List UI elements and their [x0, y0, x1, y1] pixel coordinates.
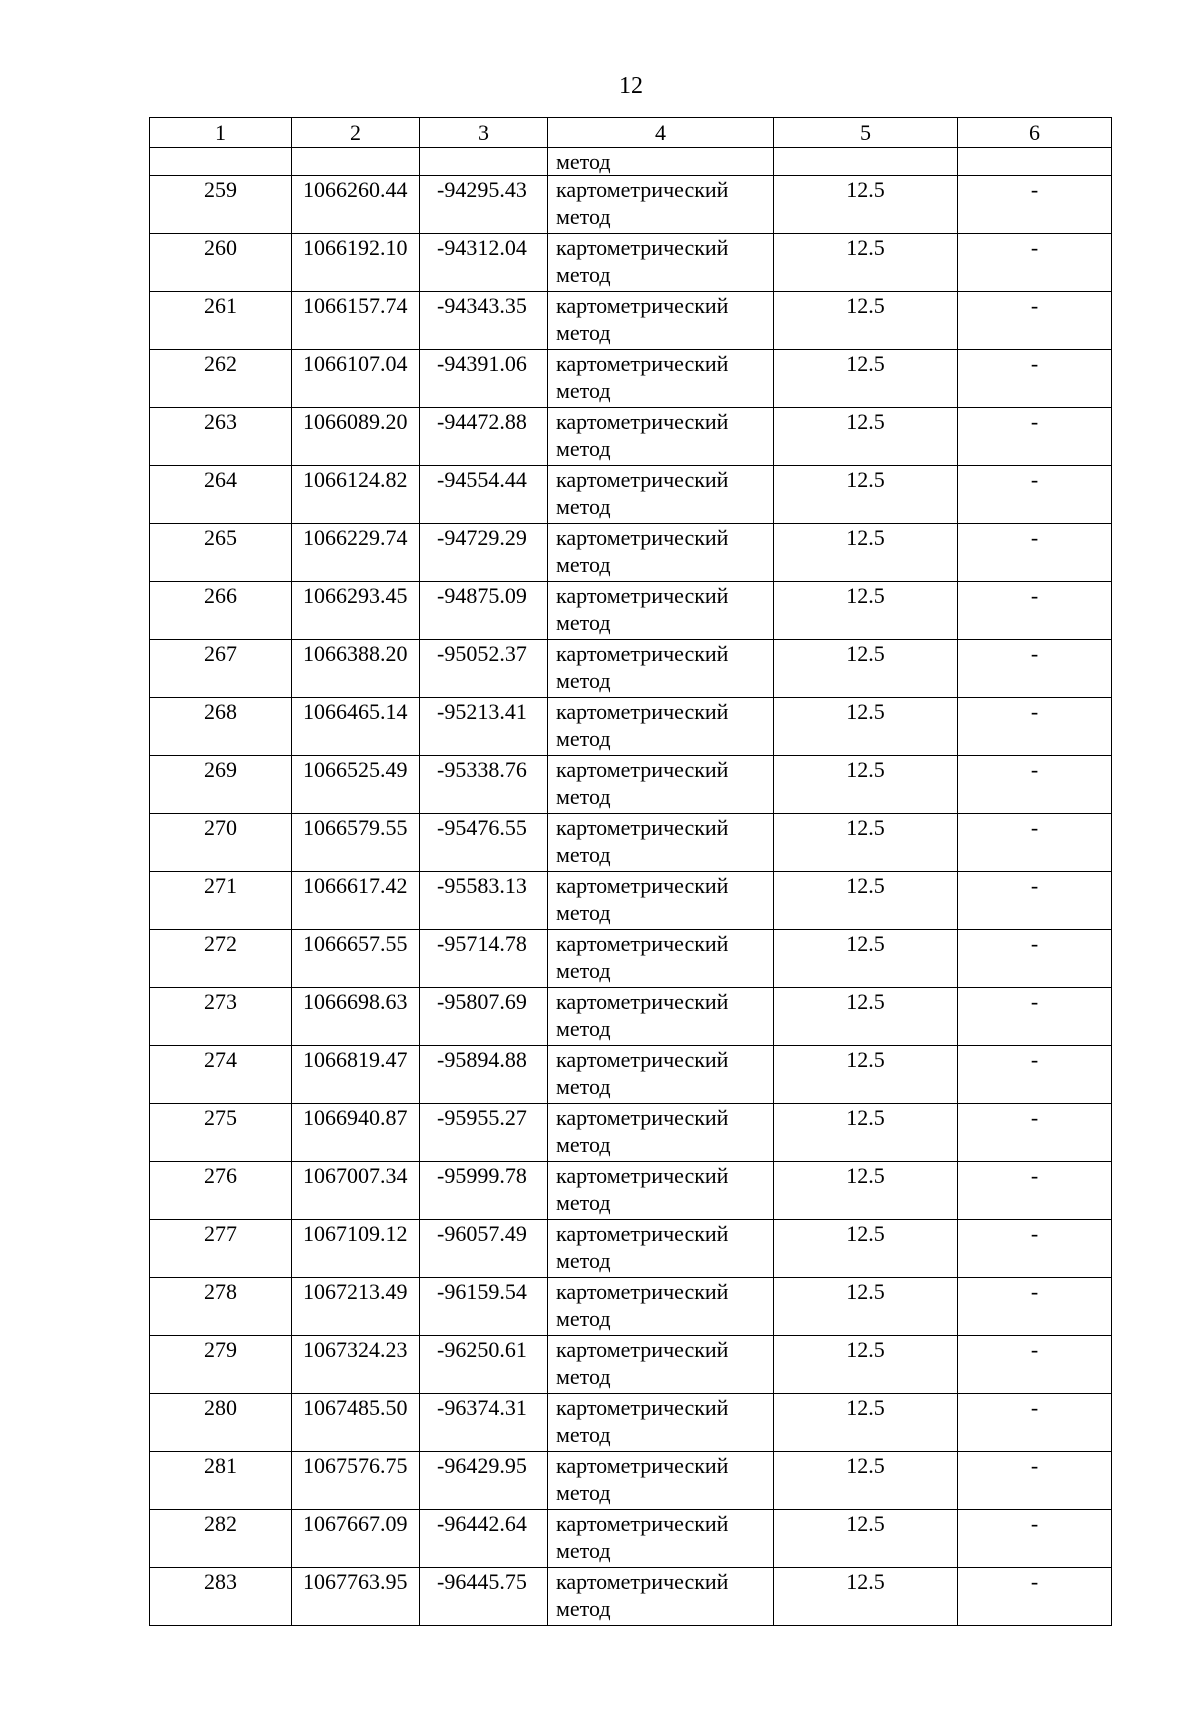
method-line-1: картометрический — [556, 815, 729, 840]
note-cell: - — [958, 1104, 1112, 1162]
y-coordinate-cell: -95807.69 — [420, 988, 548, 1046]
accuracy-cell: 12.5 — [774, 1046, 958, 1104]
note-cell: - — [958, 1046, 1112, 1104]
method-line-2: метод — [556, 900, 611, 925]
method-line-2: метод — [556, 552, 611, 577]
point-number-cell: 277 — [150, 1220, 292, 1278]
note-cell: - — [958, 176, 1112, 234]
method-line-1: картометрический — [556, 467, 729, 492]
method-line-2: метод — [556, 1422, 611, 1447]
point-number-cell: 264 — [150, 466, 292, 524]
x-coordinate-cell: 1066192.10 — [292, 234, 420, 292]
method-line-2: метод — [556, 1306, 611, 1331]
y-coordinate-cell: -94295.43 — [420, 176, 548, 234]
table-row — [150, 756, 1112, 814]
method-line-2: метод — [556, 1480, 611, 1505]
accuracy-cell: 12.5 — [774, 466, 958, 524]
method-cell — [548, 756, 774, 814]
y-coordinate-cell: -95894.88 — [420, 1046, 548, 1104]
point-number-cell: 270 — [150, 814, 292, 872]
method-line-1: картометрический — [556, 1337, 729, 1362]
y-coordinate-cell: -96442.64 — [420, 1510, 548, 1568]
point-number-cell: 267 — [150, 640, 292, 698]
method-cell — [548, 1394, 774, 1452]
accuracy-cell: 12.5 — [774, 814, 958, 872]
method-line-1: картометрический — [556, 1569, 729, 1594]
note-cell: - — [958, 756, 1112, 814]
y-coordinate-cell: -94391.06 — [420, 350, 548, 408]
table-row — [150, 930, 1112, 988]
x-coordinate-cell: 1066698.63 — [292, 988, 420, 1046]
accuracy-cell: 12.5 — [774, 756, 958, 814]
method-cell — [548, 524, 774, 582]
note-cell: - — [958, 582, 1112, 640]
accuracy-cell: 12.5 — [774, 234, 958, 292]
method-line-2: метод — [556, 320, 611, 345]
y-coordinate-cell: -96250.61 — [420, 1336, 548, 1394]
column-header: 2 — [292, 118, 420, 148]
empty-cell — [774, 148, 958, 176]
x-coordinate-cell: 1066579.55 — [292, 814, 420, 872]
table-row — [150, 524, 1112, 582]
point-number-cell: 274 — [150, 1046, 292, 1104]
method-line-1: картометрический — [556, 293, 729, 318]
y-coordinate-cell: -94875.09 — [420, 582, 548, 640]
note-cell: - — [958, 930, 1112, 988]
method-line-2: метод — [556, 1132, 611, 1157]
x-coordinate-cell: 1066107.04 — [292, 350, 420, 408]
table-row — [150, 1568, 1112, 1626]
note-cell: - — [958, 524, 1112, 582]
method-line-2: метод — [556, 494, 611, 519]
header-row — [150, 118, 1112, 148]
note-cell: - — [958, 988, 1112, 1046]
method-cell — [548, 408, 774, 466]
table-row — [150, 408, 1112, 466]
x-coordinate-cell: 1066293.45 — [292, 582, 420, 640]
method-line-1: картометрический — [556, 1279, 729, 1304]
point-number-cell: 283 — [150, 1568, 292, 1626]
method-cell — [548, 1162, 774, 1220]
x-coordinate-cell: 1066089.20 — [292, 408, 420, 466]
x-coordinate-cell: 1066229.74 — [292, 524, 420, 582]
method-line-1: картометрический — [556, 1047, 729, 1072]
y-coordinate-cell: -96159.54 — [420, 1278, 548, 1336]
y-coordinate-cell: -95338.76 — [420, 756, 548, 814]
x-coordinate-cell: 1067576.75 — [292, 1452, 420, 1510]
point-number-cell: 281 — [150, 1452, 292, 1510]
x-coordinate-cell: 1066819.47 — [292, 1046, 420, 1104]
table-row — [150, 1510, 1112, 1568]
method-line-2: метод — [556, 784, 611, 809]
accuracy-cell: 12.5 — [774, 872, 958, 930]
x-coordinate-cell: 1066157.74 — [292, 292, 420, 350]
accuracy-cell: 12.5 — [774, 292, 958, 350]
method-line-1: картометрический — [556, 1163, 729, 1188]
method-cell — [548, 1452, 774, 1510]
method-line-2: метод — [556, 436, 611, 461]
x-coordinate-cell: 1067213.49 — [292, 1278, 420, 1336]
empty-cell — [292, 148, 420, 176]
method-cell — [548, 698, 774, 756]
point-number-cell: 279 — [150, 1336, 292, 1394]
note-cell: - — [958, 1394, 1112, 1452]
y-coordinate-cell: -95476.55 — [420, 814, 548, 872]
table-row — [150, 1278, 1112, 1336]
y-coordinate-cell: -96445.75 — [420, 1568, 548, 1626]
y-coordinate-cell: -95999.78 — [420, 1162, 548, 1220]
point-number-cell: 268 — [150, 698, 292, 756]
x-coordinate-cell: 1067324.23 — [292, 1336, 420, 1394]
point-number-cell: 262 — [150, 350, 292, 408]
table-row — [150, 1336, 1112, 1394]
point-number-cell: 282 — [150, 1510, 292, 1568]
point-number-cell: 271 — [150, 872, 292, 930]
accuracy-cell: 12.5 — [774, 1452, 958, 1510]
y-coordinate-cell: -94554.44 — [420, 466, 548, 524]
note-cell: - — [958, 814, 1112, 872]
point-number-cell: 269 — [150, 756, 292, 814]
note-cell: - — [958, 1162, 1112, 1220]
method-cell — [548, 466, 774, 524]
note-cell: - — [958, 1220, 1112, 1278]
method-line-2: метод — [556, 1538, 611, 1563]
accuracy-cell: 12.5 — [774, 1510, 958, 1568]
y-coordinate-cell: -94343.35 — [420, 292, 548, 350]
table-row — [150, 1394, 1112, 1452]
x-coordinate-cell: 1066525.49 — [292, 756, 420, 814]
note-cell: - — [958, 640, 1112, 698]
method-line-1: картометрический — [556, 931, 729, 956]
method-line-1: картометрический — [556, 1453, 729, 1478]
method-line-2: метод — [556, 378, 611, 403]
column-header: 1 — [150, 118, 292, 148]
x-coordinate-cell: 1067109.12 — [292, 1220, 420, 1278]
table-row — [150, 1452, 1112, 1510]
note-cell: - — [958, 1510, 1112, 1568]
method-line-2: метод — [556, 1074, 611, 1099]
method-cell — [548, 176, 774, 234]
accuracy-cell: 12.5 — [774, 1220, 958, 1278]
method-line-2: метод — [556, 668, 611, 693]
method-cell — [548, 582, 774, 640]
method-line-1: картометрический — [556, 641, 729, 666]
method-line-1: картометрический — [556, 1105, 729, 1130]
table-row — [150, 814, 1112, 872]
accuracy-cell: 12.5 — [774, 408, 958, 466]
column-header: 5 — [774, 118, 958, 148]
point-number-cell: 265 — [150, 524, 292, 582]
y-coordinate-cell: -96057.49 — [420, 1220, 548, 1278]
table-row — [150, 872, 1112, 930]
y-coordinate-cell: -94312.04 — [420, 234, 548, 292]
point-number-cell: 261 — [150, 292, 292, 350]
y-coordinate-cell: -95052.37 — [420, 640, 548, 698]
note-cell: - — [958, 1452, 1112, 1510]
accuracy-cell: 12.5 — [774, 524, 958, 582]
accuracy-cell: 12.5 — [774, 350, 958, 408]
table-body — [150, 148, 1112, 1626]
point-number-cell: 280 — [150, 1394, 292, 1452]
point-number-cell: 275 — [150, 1104, 292, 1162]
empty-cell — [420, 148, 548, 176]
note-cell: - — [958, 698, 1112, 756]
y-coordinate-cell: -96374.31 — [420, 1394, 548, 1452]
method-line-2: метод — [556, 1248, 611, 1273]
empty-cell — [958, 148, 1112, 176]
x-coordinate-cell: 1066940.87 — [292, 1104, 420, 1162]
method-line-1: картометрический — [556, 351, 729, 376]
y-coordinate-cell: -95955.27 — [420, 1104, 548, 1162]
y-coordinate-cell: -95714.78 — [420, 930, 548, 988]
accuracy-cell: 12.5 — [774, 1568, 958, 1626]
continuation-text: метод — [548, 148, 774, 176]
y-coordinate-cell: -94729.29 — [420, 524, 548, 582]
table-row — [150, 1162, 1112, 1220]
method-cell — [548, 292, 774, 350]
x-coordinate-cell: 1067763.95 — [292, 1568, 420, 1626]
method-line-2: метод — [556, 1016, 611, 1041]
accuracy-cell: 12.5 — [774, 930, 958, 988]
accuracy-cell: 12.5 — [774, 176, 958, 234]
method-cell — [548, 1220, 774, 1278]
point-number-cell: 276 — [150, 1162, 292, 1220]
method-cell — [548, 1104, 774, 1162]
coordinates-table — [149, 117, 1112, 1626]
method-line-1: картометрический — [556, 1221, 729, 1246]
table-row — [150, 640, 1112, 698]
method-line-2: метод — [556, 1190, 611, 1215]
method-cell — [548, 1568, 774, 1626]
note-cell: - — [958, 1568, 1112, 1626]
method-line-2: метод — [556, 1364, 611, 1389]
note-cell: - — [958, 408, 1112, 466]
accuracy-cell: 12.5 — [774, 640, 958, 698]
note-cell: - — [958, 1278, 1112, 1336]
table-row — [150, 350, 1112, 408]
table-row — [150, 988, 1112, 1046]
y-coordinate-cell: -95583.13 — [420, 872, 548, 930]
x-coordinate-cell: 1066465.14 — [292, 698, 420, 756]
point-number-cell: 272 — [150, 930, 292, 988]
method-line-1: картометрический — [556, 989, 729, 1014]
accuracy-cell: 12.5 — [774, 698, 958, 756]
column-header: 6 — [958, 118, 1112, 148]
point-number-cell: 259 — [150, 176, 292, 234]
method-line-1: картометрический — [556, 525, 729, 550]
x-coordinate-cell: 1066124.82 — [292, 466, 420, 524]
accuracy-cell: 12.5 — [774, 1162, 958, 1220]
table-row — [150, 292, 1112, 350]
method-cell — [548, 814, 774, 872]
table-row — [150, 698, 1112, 756]
method-cell — [548, 640, 774, 698]
x-coordinate-cell: 1066657.55 — [292, 930, 420, 988]
method-line-1: картометрический — [556, 583, 729, 608]
column-header: 3 — [420, 118, 548, 148]
table-header — [150, 118, 1112, 148]
note-cell: - — [958, 466, 1112, 524]
method-cell — [548, 234, 774, 292]
continuation-row — [150, 148, 1112, 176]
method-line-2: метод — [556, 262, 611, 287]
method-line-1: картометрический — [556, 409, 729, 434]
method-line-1: картометрический — [556, 757, 729, 782]
y-coordinate-cell: -95213.41 — [420, 698, 548, 756]
y-coordinate-cell: -94472.88 — [420, 408, 548, 466]
accuracy-cell: 12.5 — [774, 988, 958, 1046]
method-cell — [548, 1510, 774, 1568]
point-number-cell: 278 — [150, 1278, 292, 1336]
page-number: 12 — [619, 73, 643, 99]
method-cell — [548, 988, 774, 1046]
accuracy-cell: 12.5 — [774, 582, 958, 640]
point-number-cell: 273 — [150, 988, 292, 1046]
method-cell — [548, 350, 774, 408]
method-cell — [548, 1278, 774, 1336]
x-coordinate-cell: 1067007.34 — [292, 1162, 420, 1220]
method-line-1: картометрический — [556, 699, 729, 724]
note-cell: - — [958, 292, 1112, 350]
method-line-1: картометрический — [556, 1395, 729, 1420]
method-line-2: метод — [556, 726, 611, 751]
point-number-cell: 263 — [150, 408, 292, 466]
table-row — [150, 176, 1112, 234]
method-line-2: метод — [556, 958, 611, 983]
note-cell: - — [958, 872, 1112, 930]
accuracy-cell: 12.5 — [774, 1394, 958, 1452]
empty-cell — [150, 148, 292, 176]
point-number-cell: 260 — [150, 234, 292, 292]
table-row — [150, 466, 1112, 524]
column-header: 4 — [548, 118, 774, 148]
x-coordinate-cell: 1067667.09 — [292, 1510, 420, 1568]
accuracy-cell: 12.5 — [774, 1104, 958, 1162]
method-cell — [548, 1336, 774, 1394]
x-coordinate-cell: 1066260.44 — [292, 176, 420, 234]
note-cell: - — [958, 1336, 1112, 1394]
method-cell — [548, 872, 774, 930]
accuracy-cell: 12.5 — [774, 1278, 958, 1336]
method-line-2: метод — [556, 610, 611, 635]
table-row — [150, 1104, 1112, 1162]
method-line-2: метод — [556, 1596, 611, 1621]
method-cell — [548, 1046, 774, 1104]
table-row — [150, 1046, 1112, 1104]
x-coordinate-cell: 1066388.20 — [292, 640, 420, 698]
note-cell: - — [958, 350, 1112, 408]
table-row — [150, 1220, 1112, 1278]
table-row — [150, 582, 1112, 640]
method-cell — [548, 930, 774, 988]
method-line-1: картометрический — [556, 873, 729, 898]
method-line-2: метод — [556, 842, 611, 867]
point-number-cell: 266 — [150, 582, 292, 640]
y-coordinate-cell: -96429.95 — [420, 1452, 548, 1510]
method-line-1: картометрический — [556, 1511, 729, 1536]
method-line-1: картометрический — [556, 235, 729, 260]
method-line-2: метод — [556, 204, 611, 229]
x-coordinate-cell: 1067485.50 — [292, 1394, 420, 1452]
x-coordinate-cell: 1066617.42 — [292, 872, 420, 930]
table-row — [150, 234, 1112, 292]
note-cell: - — [958, 234, 1112, 292]
accuracy-cell: 12.5 — [774, 1336, 958, 1394]
method-line-1: картометрический — [556, 177, 729, 202]
